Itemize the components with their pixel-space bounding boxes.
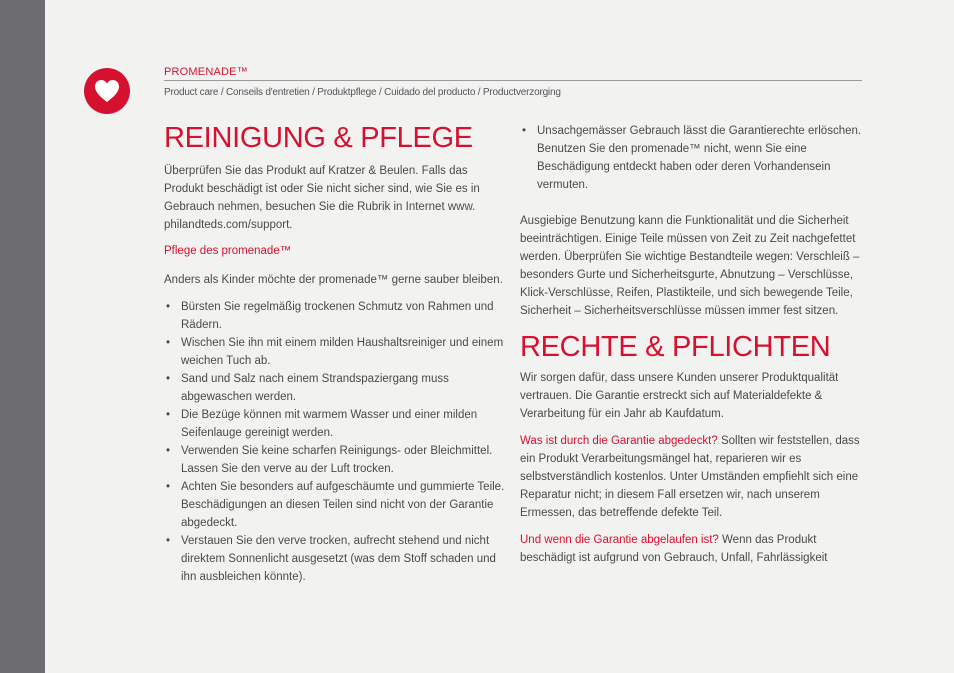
intro-paragraph: Überprüfen Sie das Produkt auf Kratzer & Beulen. Falls das Produkt beschädigt ist oder Sie nicht sicher sind, wie Sie es in Gebrauch nehmen, besuchen Sie die Rubrik in Internet www. philandteds.com/support. [164, 165, 480, 231]
warranty-expired-paragraph [520, 531, 864, 567]
left-column [164, 120, 506, 586]
warranty-coverage-question: Was ist durch die Garantie abgedeckt? [520, 435, 718, 447]
maintenance-paragraph: Ausgiebige Benutzung kann die Funktionalität und die Sicherheit beeinträchtigen. Einige Teile müssen von Zeit zu Zeit nachgefettet werden. Überprüfen Sie wichtige Bestandteile wegen: Verschleiß – besonders Gurte und Sicherheitsgurte, Abnutzung – Verschlüsse, Klick-Verschlüsse, Reifen, Plastikteile, und sich bewegende Teile, Sicherheit – Sicherheitsverschlüsse müssen immer fest sitzen. [520, 215, 860, 317]
list-item: • Bürsten Sie regelmäßig trockenen Schmutz von Rahmen und Rädern. [164, 298, 506, 334]
header-divider [164, 80, 862, 81]
warranty-coverage-answer: Sollten wir feststellen, dass ein Produkt Verarbeitungsmängel hat, reparieren wir es selbstverständlich kostenlos. Unter Umständen empfiehlt sich eine Reparatur nicht; in diesem Fall ersetzen wir, nach unserem Ermessen, das betreffende defekte Teil. [520, 435, 860, 519]
right-column [520, 122, 864, 567]
list-item: • Wischen Sie ihn mit einem milden Haushaltsreiniger und einem weichen Tuch ab. [164, 334, 506, 370]
header-brand: PROMENADE™ [164, 66, 248, 78]
page-spine [0, 0, 45, 673]
care-subheading: Pflege des promenade™ [164, 245, 292, 257]
warranty-paragraph: Wir sorgen dafür, dass unsere Kunden unserer Produktqualität vertrauen. Die Garantie erstreckt sich auf Materialdefekte & Verarbeitung für ein Jahr ab Kaufdatum. [520, 372, 839, 420]
list-item: • Verstauen Sie den verve trocken, aufrecht stehend und nicht direktem Sonnenlicht ausgesetzt (was dem Stoff schaden und ihn ausbleichen könnte). [164, 532, 506, 586]
warranty-expired-question: Und wenn die Garantie abgelaufen ist? [520, 534, 719, 546]
list-item: • Sand und Salz nach einem Strandspaziergang muss abgewaschen werden. [164, 370, 506, 406]
heart-icon [84, 68, 130, 114]
care-bullet-list [164, 298, 506, 586]
warranty-coverage-paragraph [520, 432, 864, 522]
brand-logo [84, 68, 130, 114]
list-item: • Unsachgemässer Gebrauch lässt die Garantierechte erlöschen. Benutzen Sie den promenade™ nicht, wenn Sie eine Beschädigung entdeckt haben oder deren Vorhandensein vermuten. [520, 122, 864, 194]
list-item: • Achten Sie besonders auf aufgeschäumte und gummierte Teile. Beschädigungen an diesen Teilen sind nicht von der Garantie abgedeckt. [164, 478, 506, 532]
cleaning-heading: REINIGUNG & PFLEGE [164, 122, 473, 154]
warning-bullet-list [520, 122, 864, 194]
care-paragraph: Anders als Kinder möchte der promenade™ gerne sauber bleiben. [164, 274, 503, 286]
header-subtitle: Product care / Conseils d'entretien / Produktpflege / Cuidado del producto / Productverzorging [164, 87, 561, 98]
list-item: • Die Bezüge können mit warmem Wasser und einer milden Seifenlauge gereinigt werden. [164, 406, 506, 442]
warranty-expired-answer: Wenn das Produkt beschädigt ist aufgrund von Gebrauch, Unfall, Fahrlässigkeit [520, 534, 828, 564]
rights-heading: RECHTE & PFLICHTEN [520, 331, 831, 363]
list-item: • Verwenden Sie keine scharfen Reinigungs- oder Bleichmittel. Lassen Sie den verve au der Luft trocken. [164, 442, 506, 478]
